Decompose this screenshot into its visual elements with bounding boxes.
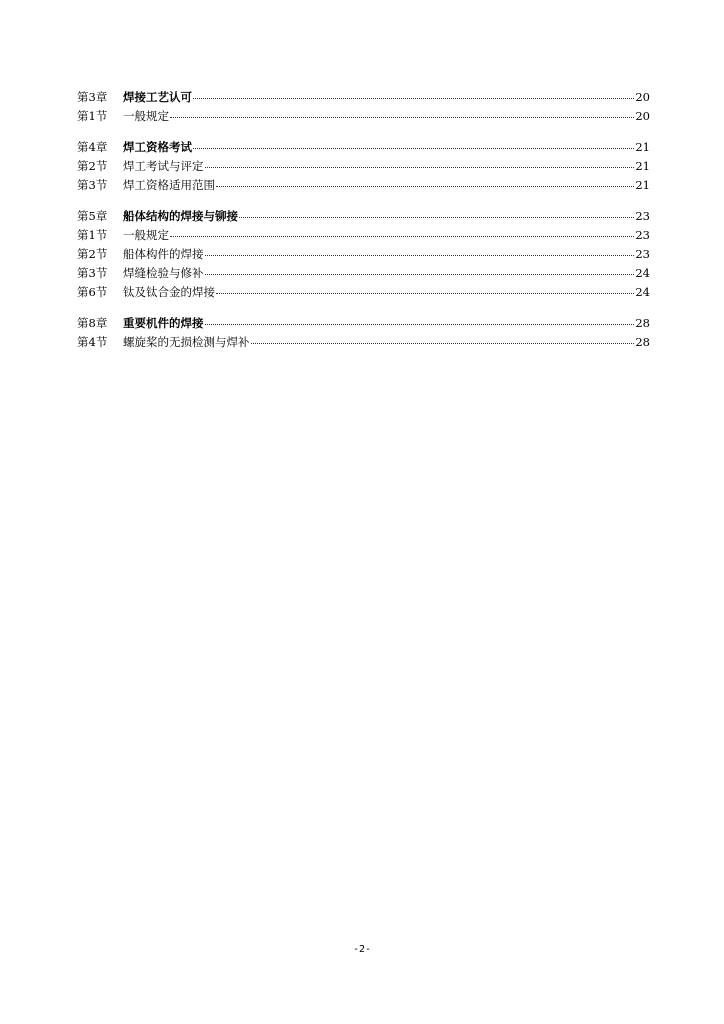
- toc-dot-leader: [216, 293, 634, 294]
- toc-entry-number: 第3节: [77, 178, 108, 192]
- toc-chapter-entry[interactable]: [77, 314, 650, 333]
- toc-group-chapter-4: [77, 138, 650, 195]
- toc-entry-title: 螺旋桨的无损检测与焊补: [123, 335, 250, 349]
- toc-group-chapter-3: [77, 88, 650, 126]
- toc-entry-number: 第2节: [77, 247, 108, 261]
- toc-entry-title: 船体构件的焊接: [123, 247, 204, 261]
- toc-section-entry[interactable]: [77, 226, 650, 245]
- toc-entry-number: 第3节: [77, 266, 108, 280]
- toc-entry-page: 24: [635, 266, 650, 280]
- toc-entry-page: 20: [635, 90, 650, 104]
- toc-entry-title: 钛及钛合金的焊接: [123, 285, 215, 299]
- toc-section-entry[interactable]: [77, 333, 650, 352]
- toc-dot-leader: [205, 255, 635, 256]
- toc-entry-title: 焊工考试与评定: [123, 159, 204, 173]
- toc-dot-leader: [239, 217, 634, 218]
- toc-chapter-entry[interactable]: [77, 138, 650, 157]
- toc-entry-number: 第5章: [77, 209, 108, 223]
- toc-entry-page: 21: [635, 178, 650, 192]
- toc-dot-leader: [170, 236, 634, 237]
- toc-entry-number: 第6节: [77, 285, 108, 299]
- toc-section-entry[interactable]: [77, 157, 650, 176]
- toc-chapter-entry[interactable]: [77, 88, 650, 107]
- toc-entry-page: 24: [635, 285, 650, 299]
- toc-entry-title: 焊工资格适用范围: [123, 178, 215, 192]
- toc-dot-leader: [251, 343, 635, 344]
- toc-entry-number: 第2节: [77, 159, 108, 173]
- toc-entry-number: 第4节: [77, 335, 108, 349]
- toc-entry-page: 23: [635, 209, 650, 223]
- toc-entry-page: 21: [635, 159, 650, 173]
- toc-entry-page: 20: [635, 109, 650, 123]
- toc-entry-page: 23: [635, 228, 650, 242]
- page-number-footer: -2-: [352, 944, 372, 955]
- toc-dot-leader: [193, 148, 634, 149]
- toc-entry-number: 第3章: [77, 90, 108, 104]
- toc-section-entry[interactable]: [77, 107, 650, 126]
- toc-dot-leader: [216, 186, 634, 187]
- toc-section-entry[interactable]: [77, 245, 650, 264]
- toc-entry-page: 28: [635, 316, 650, 330]
- toc-entry-title: 船体结构的焊接与铆接: [123, 209, 238, 223]
- toc-entry-title: 一般规定: [123, 109, 169, 123]
- toc-entry-title: 重要机件的焊接: [123, 316, 204, 330]
- table-of-contents: [77, 88, 650, 364]
- toc-entry-page: 21: [635, 140, 650, 154]
- toc-entry-number: 第4章: [77, 140, 108, 154]
- toc-entry-page: 23: [635, 247, 650, 261]
- toc-section-entry[interactable]: [77, 176, 650, 195]
- toc-entry-number: 第1节: [77, 228, 108, 242]
- toc-section-entry[interactable]: [77, 283, 650, 302]
- toc-dot-leader: [170, 117, 634, 118]
- toc-group-chapter-5: [77, 207, 650, 302]
- toc-dot-leader: [205, 167, 635, 168]
- toc-dot-leader: [193, 98, 634, 99]
- toc-section-entry[interactable]: [77, 264, 650, 283]
- toc-chapter-entry[interactable]: [77, 207, 650, 226]
- toc-dot-leader: [205, 324, 635, 325]
- toc-entry-page: 28: [635, 335, 650, 349]
- toc-entry-number: 第1节: [77, 109, 108, 123]
- toc-group-chapter-8: [77, 314, 650, 352]
- toc-entry-title: 焊缝检验与修补: [123, 266, 204, 280]
- toc-entry-title: 焊工资格考试: [123, 140, 192, 154]
- toc-entry-title: 一般规定: [123, 228, 169, 242]
- toc-entry-number: 第8章: [77, 316, 108, 330]
- toc-entry-title: 焊接工艺认可: [123, 90, 192, 104]
- toc-dot-leader: [205, 274, 635, 275]
